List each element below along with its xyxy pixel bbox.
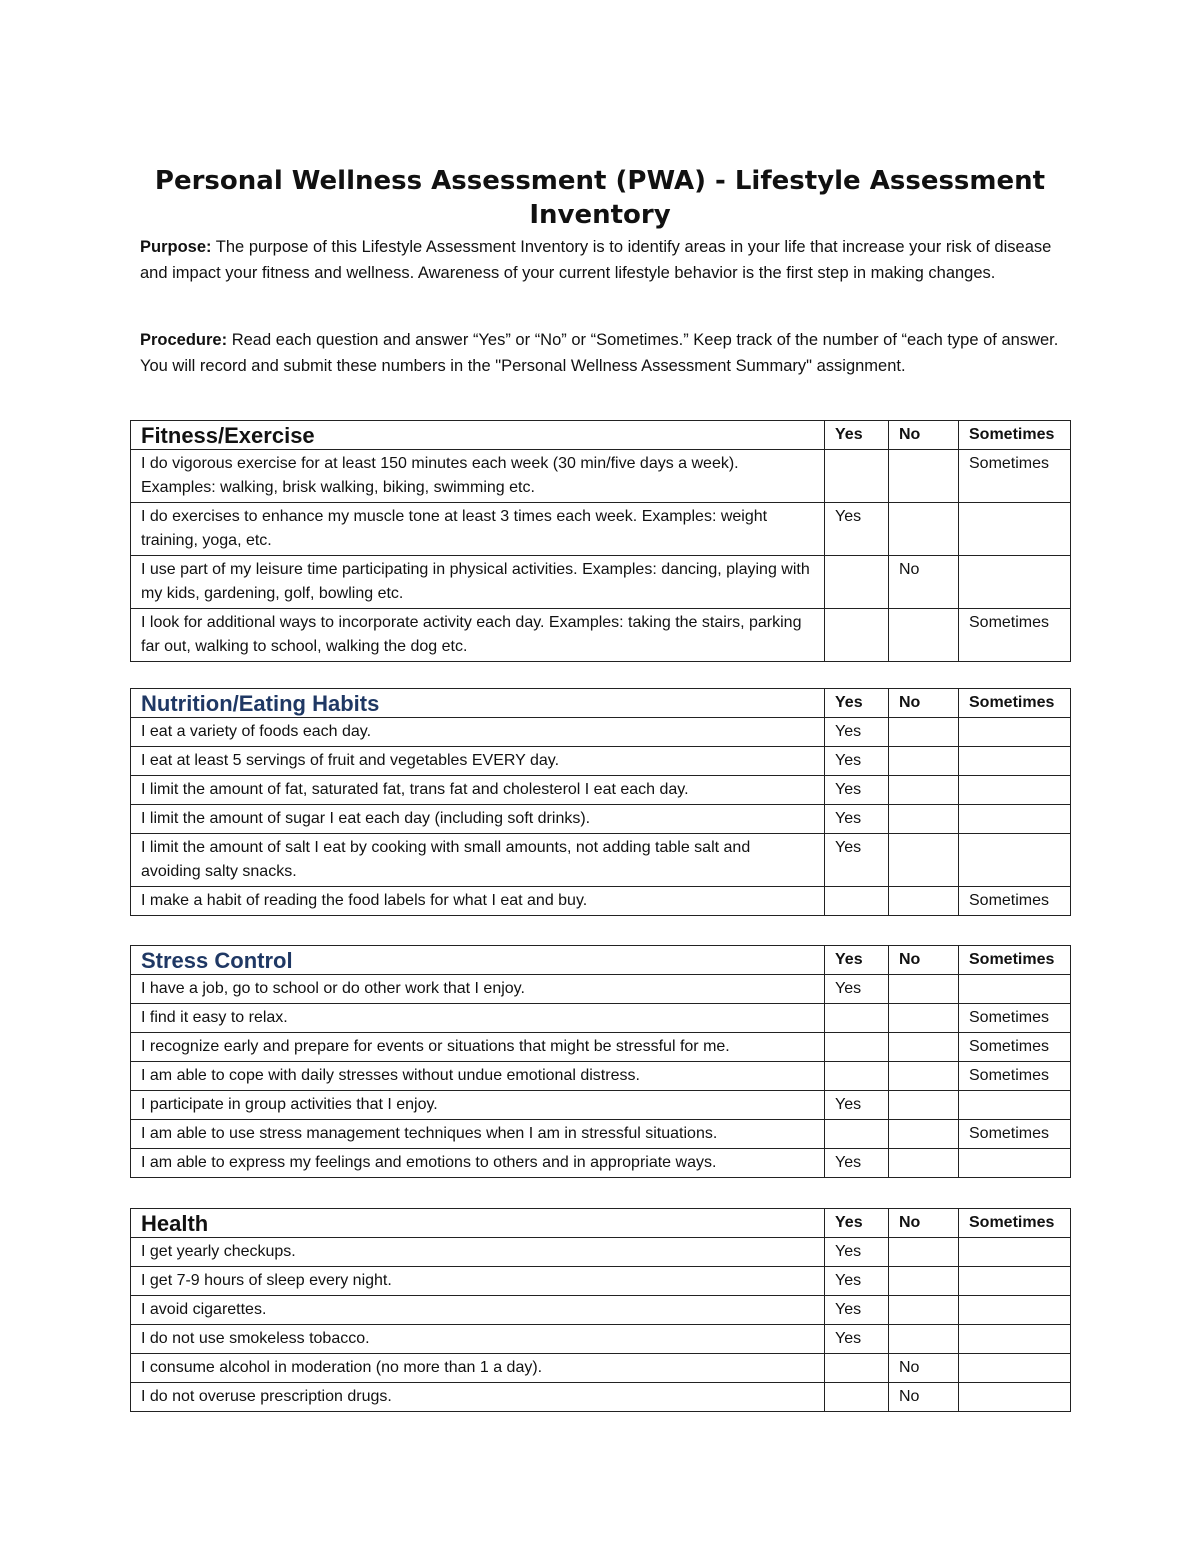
section-body bbox=[131, 718, 1071, 916]
column-header-sometimes: Sometimes bbox=[959, 421, 1071, 450]
answer-sometimes-cell: Sometimes bbox=[959, 1120, 1071, 1149]
column-header-yes: Yes bbox=[825, 421, 889, 450]
answer-no-cell bbox=[889, 1062, 959, 1091]
answer-no-cell bbox=[889, 805, 959, 834]
answer-yes-cell: Yes bbox=[825, 805, 889, 834]
question-cell: I make a habit of reading the food labels for what I eat and buy. bbox=[131, 887, 825, 916]
answer-sometimes-cell bbox=[959, 1091, 1071, 1120]
procedure-paragraph bbox=[140, 327, 1070, 379]
answer-yes-cell bbox=[825, 556, 889, 609]
answer-sometimes-cell: Sometimes bbox=[959, 1004, 1071, 1033]
answer-yes-cell: Yes bbox=[825, 1149, 889, 1178]
answer-sometimes-cell bbox=[959, 834, 1071, 887]
answer-no-cell bbox=[889, 1004, 959, 1033]
answer-no-cell bbox=[889, 609, 959, 662]
answer-sometimes-cell: Sometimes bbox=[959, 1033, 1071, 1062]
answer-no-cell bbox=[889, 747, 959, 776]
answer-no-cell: No bbox=[889, 1354, 959, 1383]
answer-sometimes-cell bbox=[959, 776, 1071, 805]
question-cell: I eat at least 5 servings of fruit and vegetables EVERY day. bbox=[131, 747, 825, 776]
answer-yes-cell: Yes bbox=[825, 747, 889, 776]
question-cell: I limit the amount of fat, saturated fat, trans fat and cholesterol I eat each day. bbox=[131, 776, 825, 805]
section-table-nutrition bbox=[130, 688, 1071, 916]
question-cell: I limit the amount of sugar I eat each day (including soft drinks). bbox=[131, 805, 825, 834]
table-row bbox=[131, 718, 1071, 747]
answer-yes-cell: Yes bbox=[825, 975, 889, 1004]
answer-sometimes-cell bbox=[959, 1149, 1071, 1178]
section-header-row bbox=[131, 1209, 1071, 1238]
table-row bbox=[131, 1033, 1071, 1062]
section-title: Stress Control bbox=[131, 946, 825, 975]
section-body bbox=[131, 1238, 1071, 1412]
answer-no-cell bbox=[889, 1325, 959, 1354]
answer-sometimes-cell: Sometimes bbox=[959, 609, 1071, 662]
answer-yes-cell: Yes bbox=[825, 1267, 889, 1296]
table-row bbox=[131, 1354, 1071, 1383]
section-header-row bbox=[131, 421, 1071, 450]
answer-sometimes-cell bbox=[959, 975, 1071, 1004]
answer-yes-cell bbox=[825, 887, 889, 916]
section-body bbox=[131, 450, 1071, 662]
section-header-row bbox=[131, 689, 1071, 718]
table-row bbox=[131, 1325, 1071, 1354]
answer-yes-cell bbox=[825, 450, 889, 503]
column-header-sometimes: Sometimes bbox=[959, 946, 1071, 975]
table-row bbox=[131, 834, 1071, 887]
answer-yes-cell: Yes bbox=[825, 1296, 889, 1325]
answer-yes-cell: Yes bbox=[825, 1325, 889, 1354]
table-row bbox=[131, 1120, 1071, 1149]
answer-yes-cell: Yes bbox=[825, 1091, 889, 1120]
answer-sometimes-cell bbox=[959, 1267, 1071, 1296]
section-table-stress bbox=[130, 945, 1071, 1178]
question-cell: I get 7-9 hours of sleep every night. bbox=[131, 1267, 825, 1296]
question-cell: I avoid cigarettes. bbox=[131, 1296, 825, 1325]
answer-sometimes-cell bbox=[959, 1325, 1071, 1354]
column-header-no: No bbox=[889, 689, 959, 718]
answer-no-cell: No bbox=[889, 1383, 959, 1412]
question-cell: I participate in group activities that I enjoy. bbox=[131, 1091, 825, 1120]
answer-no-cell bbox=[889, 1120, 959, 1149]
answer-sometimes-cell bbox=[959, 747, 1071, 776]
table-row bbox=[131, 1004, 1071, 1033]
answer-sometimes-cell bbox=[959, 718, 1071, 747]
answer-no-cell bbox=[889, 975, 959, 1004]
answer-no-cell: No bbox=[889, 556, 959, 609]
column-header-yes: Yes bbox=[825, 689, 889, 718]
question-cell: I eat a variety of foods each day. bbox=[131, 718, 825, 747]
table-row bbox=[131, 975, 1071, 1004]
column-header-no: No bbox=[889, 421, 959, 450]
section-table-fitness bbox=[130, 420, 1071, 662]
answer-yes-cell bbox=[825, 1383, 889, 1412]
procedure-text: Read each question and answer “Yes” or “No” or “Sometimes.” Keep track of the number of “each type of answer. You will record and submit these numbers in the "Personal Wellness Assessment Summary" assignment. bbox=[140, 331, 1059, 375]
answer-sometimes-cell: Sometimes bbox=[959, 450, 1071, 503]
table-row bbox=[131, 1062, 1071, 1091]
table-row bbox=[131, 503, 1071, 556]
answer-sometimes-cell: Sometimes bbox=[959, 1062, 1071, 1091]
answer-yes-cell: Yes bbox=[825, 503, 889, 556]
section-title: Fitness/Exercise bbox=[131, 421, 825, 450]
answer-sometimes-cell: Sometimes bbox=[959, 887, 1071, 916]
table-row bbox=[131, 450, 1071, 503]
answer-no-cell bbox=[889, 450, 959, 503]
question-cell: I am able to express my feelings and emotions to others and in appropriate ways. bbox=[131, 1149, 825, 1178]
column-header-yes: Yes bbox=[825, 946, 889, 975]
section-title: Nutrition/Eating Habits bbox=[131, 689, 825, 718]
table-row bbox=[131, 556, 1071, 609]
answer-no-cell bbox=[889, 834, 959, 887]
table-row bbox=[131, 1238, 1071, 1267]
answer-yes-cell: Yes bbox=[825, 776, 889, 805]
section-body bbox=[131, 975, 1071, 1178]
answer-no-cell bbox=[889, 776, 959, 805]
question-cell: I am able to use stress management techniques when I am in stressful situations. bbox=[131, 1120, 825, 1149]
question-cell: I get yearly checkups. bbox=[131, 1238, 825, 1267]
answer-no-cell bbox=[889, 1267, 959, 1296]
answer-sometimes-cell bbox=[959, 556, 1071, 609]
answer-sometimes-cell bbox=[959, 503, 1071, 556]
answer-yes-cell: Yes bbox=[825, 718, 889, 747]
answer-yes-cell bbox=[825, 1004, 889, 1033]
column-header-no: No bbox=[889, 946, 959, 975]
answer-no-cell bbox=[889, 1091, 959, 1120]
table-row bbox=[131, 747, 1071, 776]
table-row bbox=[131, 1267, 1071, 1296]
answer-yes-cell bbox=[825, 1120, 889, 1149]
purpose-paragraph bbox=[140, 234, 1070, 286]
answer-no-cell bbox=[889, 718, 959, 747]
answer-yes-cell: Yes bbox=[825, 834, 889, 887]
section-title: Health bbox=[131, 1209, 825, 1238]
answer-yes-cell: Yes bbox=[825, 1238, 889, 1267]
procedure-label: Procedure: bbox=[140, 331, 228, 349]
question-cell: I do not overuse prescription drugs. bbox=[131, 1383, 825, 1412]
column-header-no: No bbox=[889, 1209, 959, 1238]
question-cell: I limit the amount of salt I eat by cooking with small amounts, not adding table salt and avoiding salty snacks. bbox=[131, 834, 825, 887]
answer-no-cell bbox=[889, 503, 959, 556]
page-title: Personal Wellness Assessment (PWA) - Lifestyle Assessment Inventory bbox=[154, 166, 1046, 230]
answer-no-cell bbox=[889, 1033, 959, 1062]
question-cell: I find it easy to relax. bbox=[131, 1004, 825, 1033]
column-header-sometimes: Sometimes bbox=[959, 1209, 1071, 1238]
table-row bbox=[131, 1383, 1071, 1412]
table-row bbox=[131, 1091, 1071, 1120]
answer-sometimes-cell bbox=[959, 1296, 1071, 1325]
table-row bbox=[131, 1296, 1071, 1325]
section-table-health bbox=[130, 1208, 1071, 1412]
answer-yes-cell bbox=[825, 1354, 889, 1383]
question-cell: I do vigorous exercise for at least 150 minutes each week (30 min/five days a week). Examples: walking, brisk walking, biking, swimming etc. bbox=[131, 450, 825, 503]
column-header-yes: Yes bbox=[825, 1209, 889, 1238]
question-cell: I do not use smokeless tobacco. bbox=[131, 1325, 825, 1354]
column-header-sometimes: Sometimes bbox=[959, 689, 1071, 718]
answer-sometimes-cell bbox=[959, 1238, 1071, 1267]
question-cell: I use part of my leisure time participating in physical activities. Examples: dancing, playing with my kids, gardening, golf, bowling etc. bbox=[131, 556, 825, 609]
question-cell: I have a job, go to school or do other work that I enjoy. bbox=[131, 975, 825, 1004]
table-row bbox=[131, 887, 1071, 916]
question-cell: I look for additional ways to incorporate activity each day. Examples: taking the stairs, parking far out, walking to school, walking the dog etc. bbox=[131, 609, 825, 662]
answer-yes-cell bbox=[825, 1033, 889, 1062]
answer-sometimes-cell bbox=[959, 1354, 1071, 1383]
question-cell: I recognize early and prepare for events or situations that might be stressful for me. bbox=[131, 1033, 825, 1062]
answer-no-cell bbox=[889, 887, 959, 916]
question-cell: I am able to cope with daily stresses without undue emotional distress. bbox=[131, 1062, 825, 1091]
answer-no-cell bbox=[889, 1149, 959, 1178]
answer-yes-cell bbox=[825, 609, 889, 662]
answer-no-cell bbox=[889, 1238, 959, 1267]
question-cell: I do exercises to enhance my muscle tone at least 3 times each week. Examples: weight training, yoga, etc. bbox=[131, 503, 825, 556]
purpose-text: The purpose of this Lifestyle Assessment Inventory is to identify areas in your life that increase your risk of disease and impact your fitness and wellness. Awareness of your current lifestyle behavior is the first step in making changes. bbox=[140, 238, 1052, 282]
table-row bbox=[131, 776, 1071, 805]
answer-sometimes-cell bbox=[959, 1383, 1071, 1412]
table-row bbox=[131, 1149, 1071, 1178]
answer-yes-cell bbox=[825, 1062, 889, 1091]
purpose-label: Purpose: bbox=[140, 238, 212, 256]
table-row bbox=[131, 609, 1071, 662]
answer-sometimes-cell bbox=[959, 805, 1071, 834]
table-row bbox=[131, 805, 1071, 834]
answer-no-cell bbox=[889, 1296, 959, 1325]
question-cell: I consume alcohol in moderation (no more than 1 a day). bbox=[131, 1354, 825, 1383]
section-header-row bbox=[131, 946, 1071, 975]
